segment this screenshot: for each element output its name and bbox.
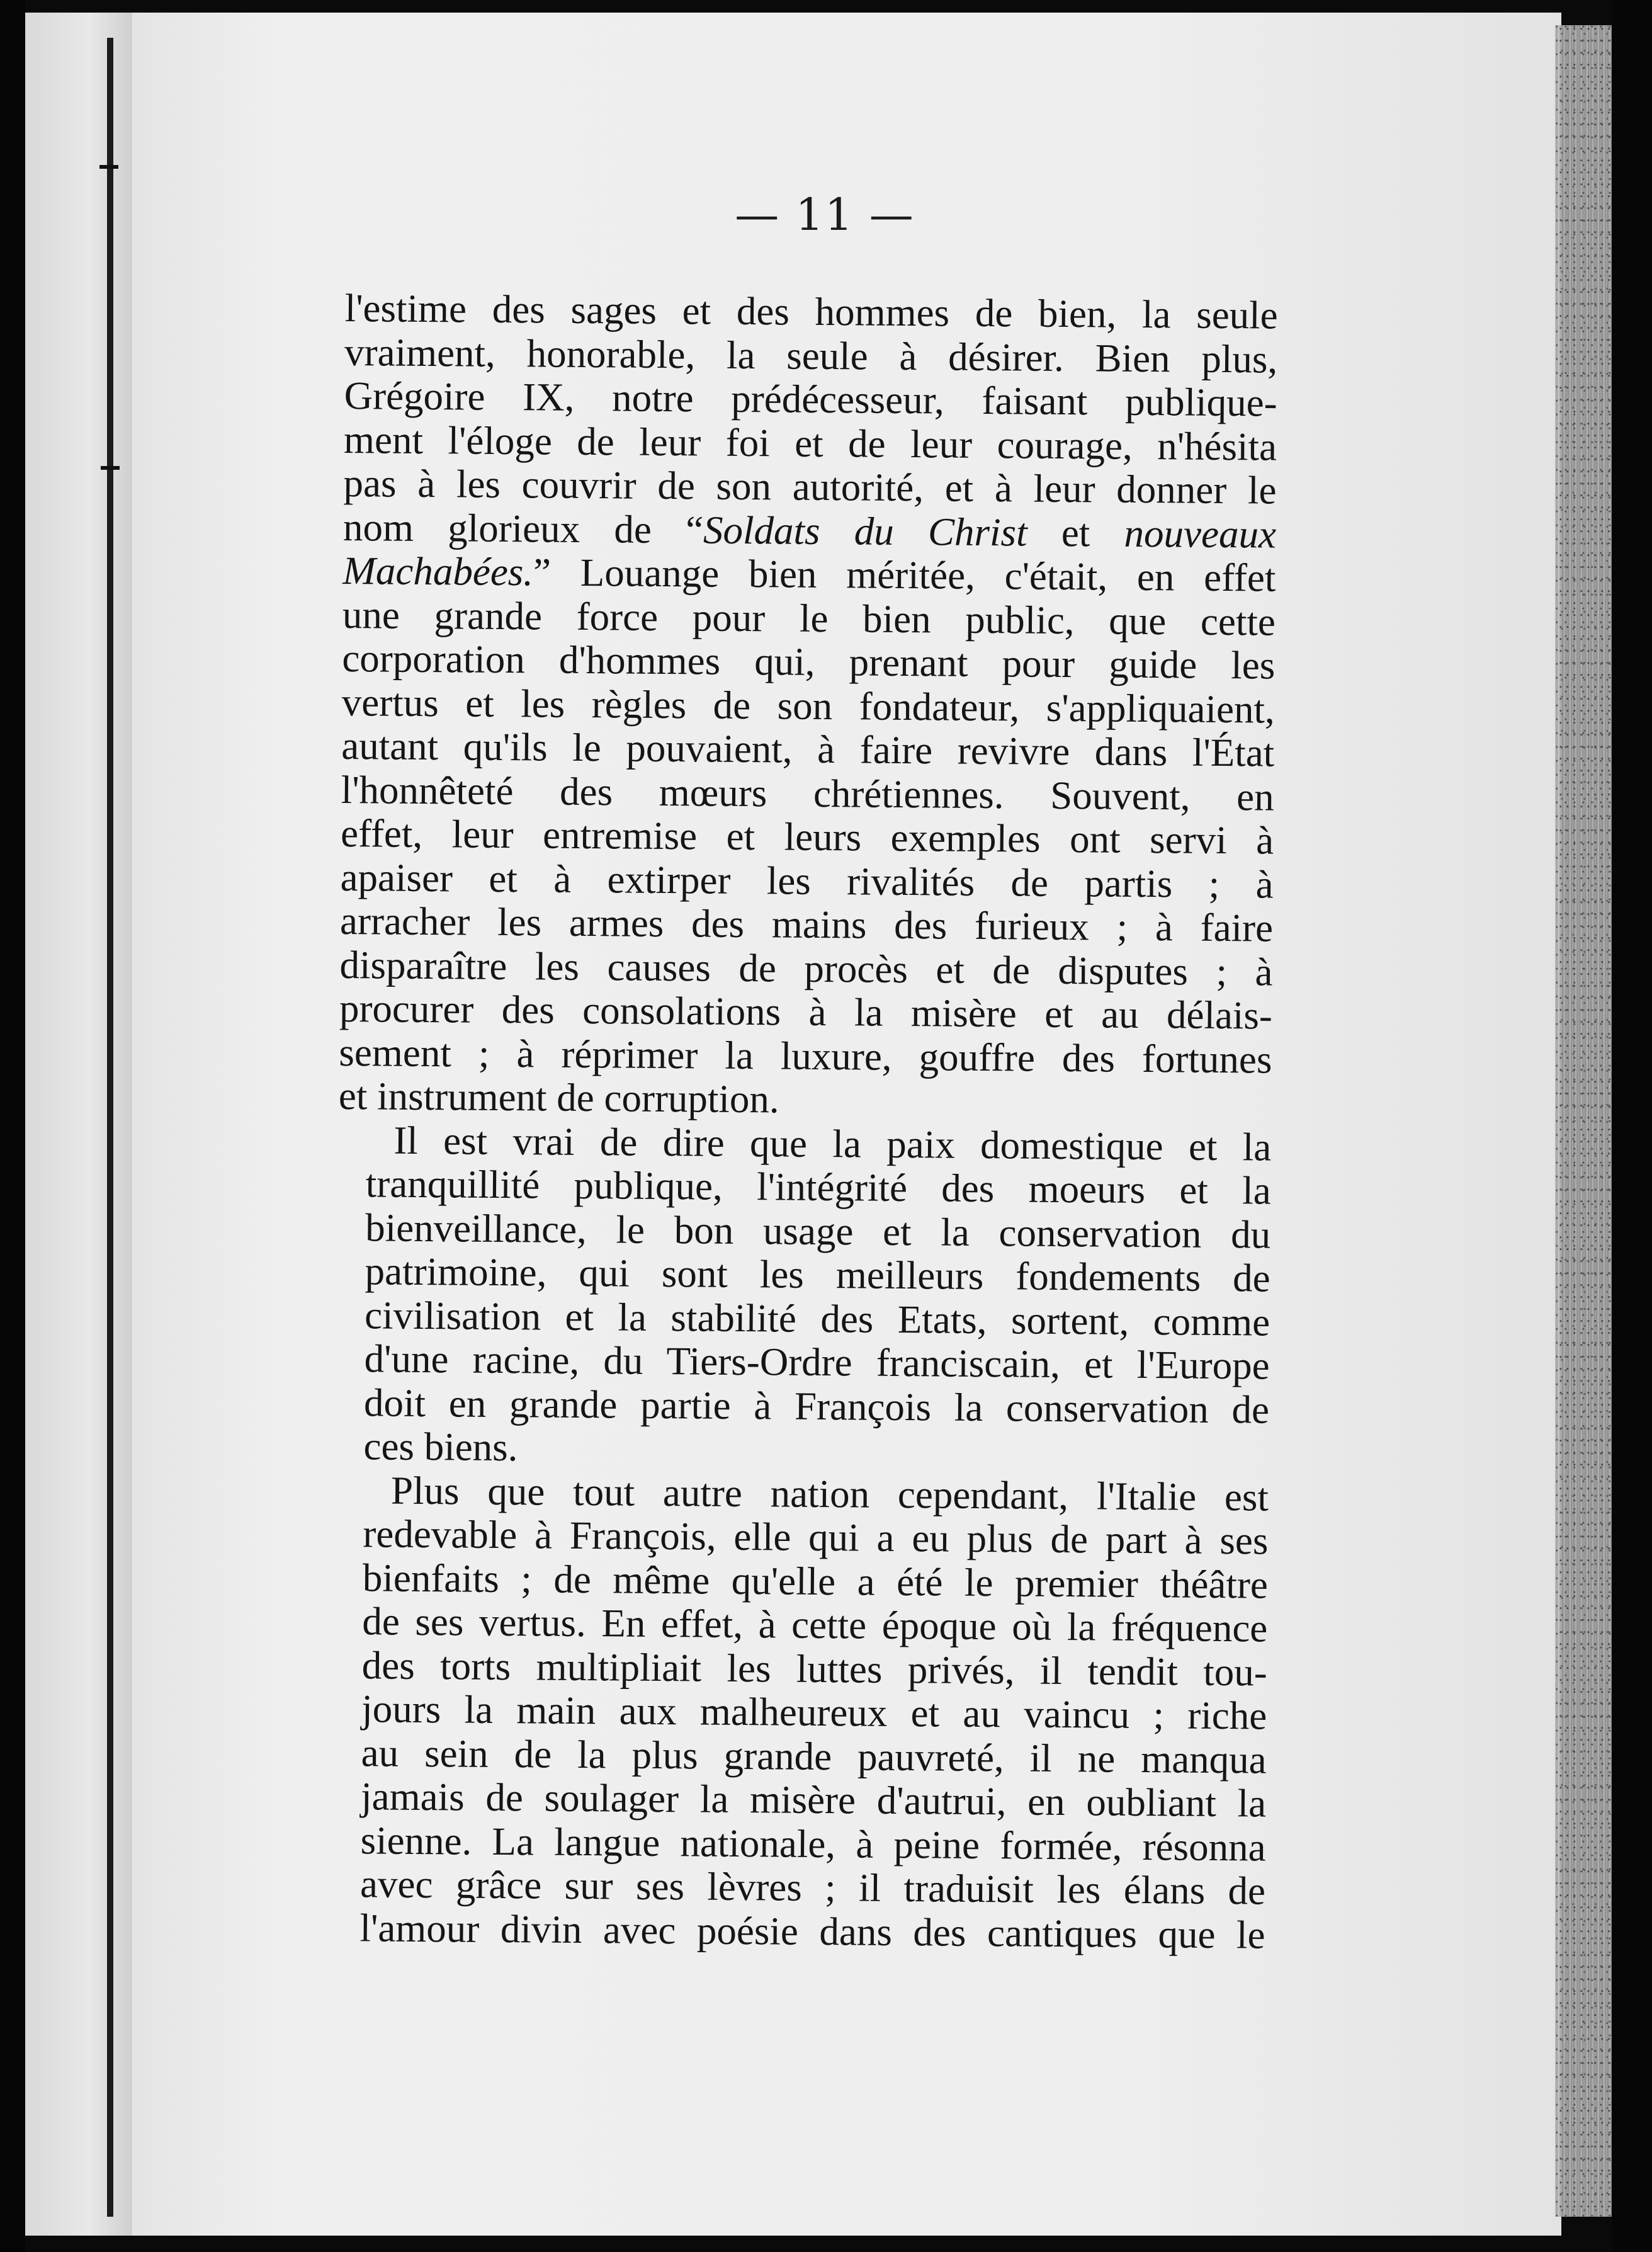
text-line: pas à les couvrir de son autorité, et à leur donner le (343, 460, 1277, 513)
text-line: autant qu'ils le pouvaient, à faire revivre dans l'État (341, 723, 1275, 775)
text-line: sienne. La langue nationale, à peine formée, résonna (360, 1817, 1266, 1870)
paragraph-2 (336, 1118, 1271, 1476)
text-line: redevable à François, elle qui a eu plus de part à ses (363, 1511, 1269, 1563)
text-line: bienfaits ; de même qu'elle a été le premier théâtre (362, 1555, 1269, 1607)
text-line: une grande force pour le bien public, que cette (342, 592, 1276, 644)
text-line: ces biens. (363, 1424, 518, 1470)
scan-left-edge (0, 0, 25, 2252)
text-line: des torts multipliait les luttes privés, il tendit tou- (361, 1642, 1268, 1695)
book-gutter (107, 38, 113, 2217)
text-line: avec grâce sur ses lèvres ; il traduisit les élans de (359, 1862, 1266, 1913)
body-text (332, 287, 1278, 1957)
text-line: effet, leur entremise et leurs exemples ont servi à (340, 810, 1274, 863)
text-line: l'amour divin avec poésie dans des cantiques que le (359, 1905, 1265, 1957)
fore-edge-speckle (1555, 25, 1612, 2217)
gutter-mark (99, 165, 118, 169)
text-line: disparaître les causes de procès et de disputes ; à (339, 942, 1273, 994)
text-line: vraiment, honorable, la seule à désirer. Bien plus, (344, 329, 1278, 382)
text-line: procurer des consolations à la misère et au délais- (339, 986, 1273, 1038)
text-line: au sein de la plus grande pauvreté, il ne manqua (361, 1730, 1267, 1782)
text-line: Il est vrai de dire que la paix domestique et la (393, 1118, 1272, 1169)
text-line: l'estime des sages et des hommes de bien, la seule (344, 286, 1278, 338)
text-line: ment l'éloge de leur foi et de leur courage, n'hésita (343, 417, 1277, 469)
text-line: patrimoine, qui sont les meilleurs fondements de (365, 1249, 1270, 1300)
text-line: corporation d'hommes qui, prenant pour guide les (342, 635, 1276, 688)
text-line: l'honnêteté des mœurs chrétiennes. Souvent, en (341, 767, 1274, 819)
text-line: tranquillité publique, l'intégrité des moeurs et la (365, 1161, 1272, 1213)
text-line: Grégoire IX, notre prédécesseur, faisant publique- (344, 373, 1277, 425)
page-number: — 11 — (735, 189, 915, 241)
text-line: d'une racine, du Tiers-Ordre franciscain, et l'Europe (364, 1336, 1270, 1388)
text-line: arracher les armes des mains des furieux ; à faire (339, 898, 1274, 950)
text-line: civilisation et la stabilité des Etats, sortent, comme (364, 1292, 1270, 1345)
text-line: jours la main aux malheureux et au vaincu ; riche (361, 1686, 1267, 1738)
text-line-italic-quote: Machabées.” Louange bien méritée, c'était, en effet (342, 548, 1276, 600)
text-line-italic-quote: nom glorieux de “Soldats du Christ et nouveaux (342, 504, 1277, 557)
paragraph-1 (339, 287, 1278, 1125)
text-line: vertus et les règles de son fondateur, s'appliquaient, (341, 680, 1276, 732)
scan-right-edge (1612, 0, 1652, 2252)
text-line: Plus que tout autre nation cependant, l'Italie est (390, 1468, 1269, 1520)
text-line: bienveillance, le bon usage et la conservation du (365, 1205, 1271, 1257)
text-line: et instrument de corruption. (338, 1073, 780, 1122)
facing-page (25, 13, 132, 2236)
text-line: jamais de soulager la misère d'autrui, en oubliant la (360, 1774, 1267, 1826)
text-line: sement ; à réprimer la luxure, gouffre des fortunes (339, 1030, 1272, 1082)
text-line: de ses vertus. En effet, à cette époque où la fréquence (362, 1599, 1268, 1651)
text-line: doit en grande partie à François la conservation de (363, 1380, 1270, 1432)
text-line: apaiser et à extirper les rivalités de partis ; à (340, 855, 1274, 907)
paragraph-3 (332, 1468, 1269, 1957)
gutter-mark (101, 466, 120, 470)
